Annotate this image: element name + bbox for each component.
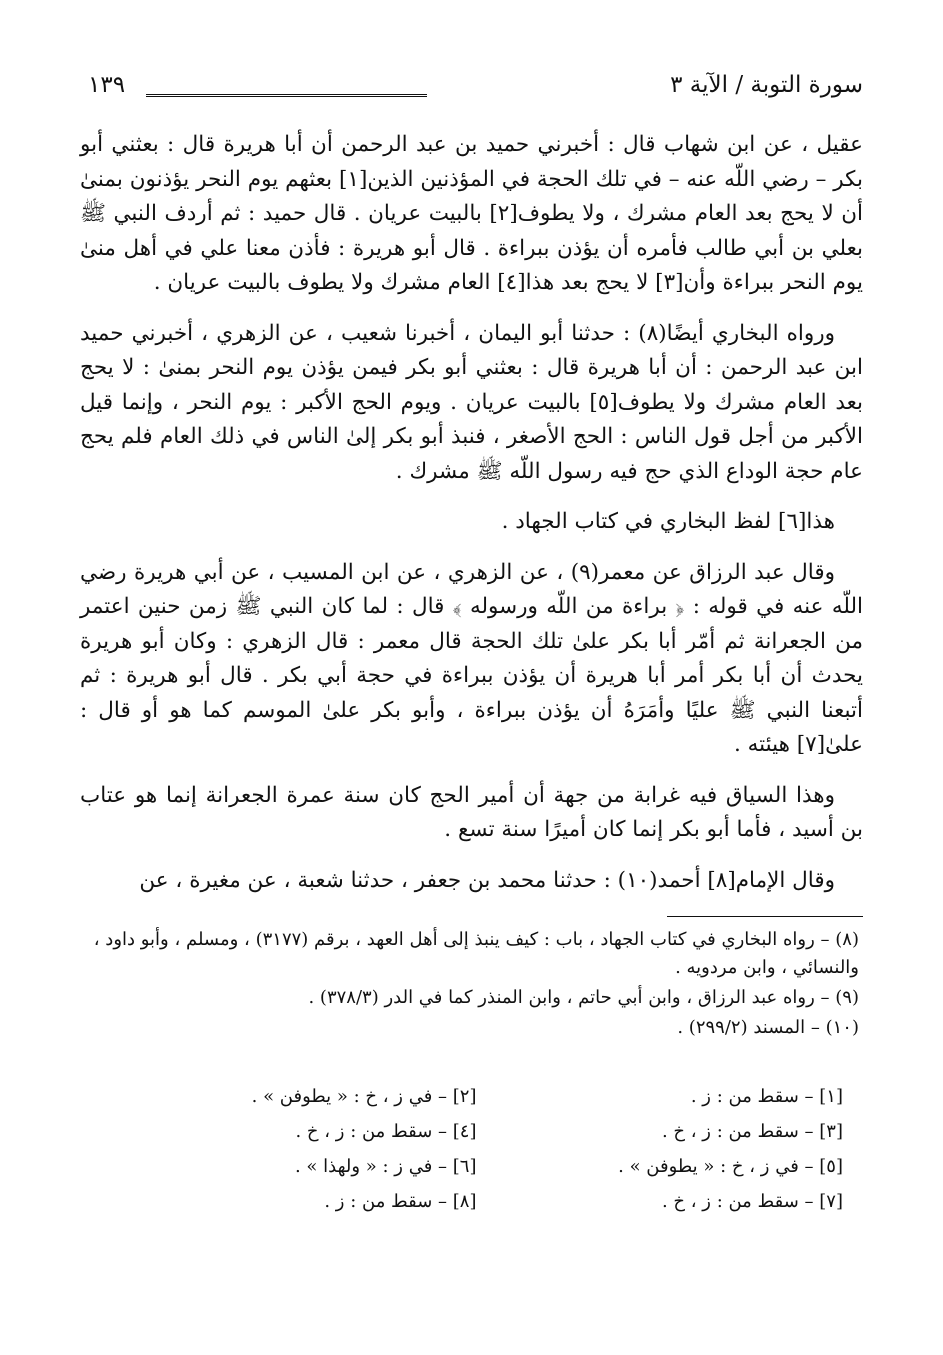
footnote: (٩) – رواه عبد الرزاق ، وابن أبي حاتم ، وابن المنذر كما في الدر (٣٧٨/٣) . [308,987,859,1008]
main-text [80,128,863,914]
header-rule [146,94,427,100]
paragraph: هذا[٦] لفظ البخاري في كتاب الجهاد . [501,509,835,534]
paragraph: وقال عبد الرزاق عن معمر(٩) ، عن الزهري ، عن ابن المسيب ، عن أبي هريرة رضي اللّه عنه في قوله : ﴿ براءة من اللّه ورسوله ﴾ قال : لما كان النبي ﷺ زمن حنين اعتمر من الجعرانة ثم أمّر أبا بكر علىٰ تلك الحجة قال معمر : قال الزهري : وكان أبو هريرة يحدث أن أبا بكر أمر أبا هريرة أن يؤذن ببراءة في حجة أبي بكر . قال أبو هريرة : ثم أتبعنا النبي ﷺ عليًا وأمَرَهُ أن يؤذن ببراءة ، وأبو بكر علىٰ الموسم كما هو أو قال : علىٰ[٧] هيئته . [80,559,863,757]
running-title: سورة التوبة / الآية ٣ [670,72,863,98]
variant-note: [٧] – سقط من : ز ، خ . [661,1191,843,1212]
paragraph: عقيل ، عن ابن شهاب قال : أخبرني حميد بن عبد الرحمن أن أبا هريرة قال : بعثني أبو بكر – رضي اللّه عنه – في تلك الحجة في المؤذنين الذين[١] بعثهم يوم النحر يؤذنون بمنىٰ أن لا يحج بعد العام مشرك ، ولا يطوف[٢] بالبيت عريان . قال حميد : ثم أردف النبي ﷺ بعلي بن أبي طالب فأمره أن يؤذن ببراءة . قال أبو هريرة : فأذن معنا علي في أهل منىٰ يوم النحر ببراءة وأن[٣] لا يحج بعد هذا[٤] العام مشرك ولا يطوف بالبيت عريان . [80,132,863,295]
footnotes [80,926,859,1044]
manuscript-variants [200,1084,843,1215]
variant-note: [١] – سقط من : ز . [690,1086,843,1107]
paragraph: ورواه البخاري أيضًا(٨) : حدثنا أبو اليمان ، أخبرنا شعيب ، عن الزهري ، أخبرني حميد ابن عبد الرحمن : أن أبا هريرة قال : بعثني أبو بكر فيمن يؤذن يوم النحر بمنىٰ : لا يحج بعد العام مشرك ولا يطوف[٥] بالبيت عريان . ويوم الحج الأكبر : يوم النحر ، وإنما قيل الأكبر من أجل قول الناس : الحج الأصغر ، فنبذ أبو بكر إلىٰ الناس في ذلك العام فلم يحج عام حجة الوداع الذي حج فيه رسول اللّه ﷺ مشرك . [80,320,863,484]
footnote-separator [667,916,863,917]
variant-note: [٨] – سقط من : ز . [324,1191,477,1212]
paragraph: وهذا السياق فيه غرابة من جهة أن أمير الحج كان سنة عمرة الجعرانة إنما هو عتاب بن أسيد ، فأما أبو بكر إنما كان أميرًا سنة تسع . [80,782,863,842]
variant-note: [٦] – في ز : « ولهذا » . [294,1156,477,1177]
footnote: (١٠) – المسند (٢٩٩/٢) . [677,1017,859,1038]
variant-note: [٢] – في ز ، خ : « يطوفن » . [251,1086,477,1107]
paragraph: وقال الإمام[٨] أحمد(١٠) : حدثنا محمد بن جعفر ، حدثنا شعبة ، عن مغيرة ، عن [139,867,835,893]
footnote: (٨) – رواه البخاري في كتاب الجهاد ، باب : كيف ينبذ إلى أهل العهد ، برقم (٣١٧٧) ، ومسلم ، وأبو داود ، والنسائي ، وابن مردويه . [93,929,859,978]
variant-note: [٤] – سقط من : ز ، خ . [295,1121,477,1142]
variant-note: [٣] – سقط من : ز ، خ . [661,1121,843,1142]
page-header [88,72,863,106]
variant-note: [٥] – في ز ، خ : « يطوفن » . [618,1156,843,1177]
page-number: ١٣٩ [88,72,126,98]
